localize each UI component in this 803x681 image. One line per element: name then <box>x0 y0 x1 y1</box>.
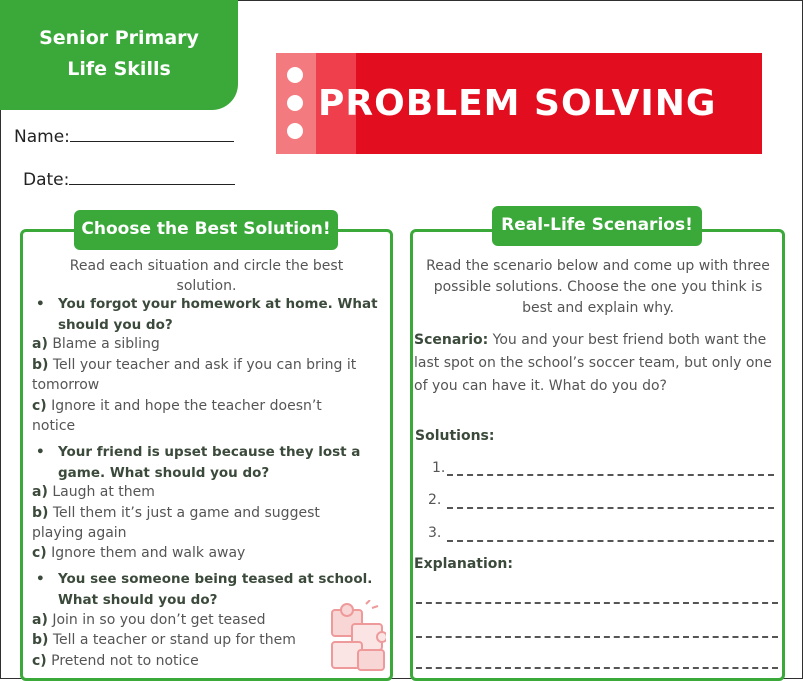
option-letter: a) <box>32 336 48 352</box>
q1-option-c[interactable] <box>32 396 362 436</box>
q3-option-b[interactable] <box>32 630 322 650</box>
q3-option-c[interactable] <box>32 651 322 671</box>
option-text: Ignore it and hope the teacher doesn’t notice <box>32 398 322 434</box>
date-line[interactable] <box>69 166 235 185</box>
question-2-text: Your friend is upset because they lost a game. What should you do? <box>58 444 361 481</box>
left-intro: Read each situation and circle the best solution. <box>69 258 344 294</box>
q2-option-a[interactable] <box>32 482 382 502</box>
q2-option-b[interactable] <box>32 503 352 543</box>
question-1-text: You forgot your homework at home. What should you do? <box>58 296 378 333</box>
option-text: Blame a sibling <box>52 336 160 352</box>
option-letter: b) <box>32 505 49 521</box>
banner-dot <box>287 67 303 83</box>
date-label: Date: <box>23 170 70 190</box>
scenario-text: You and your best friend both want the last spot on the school’s soccer team, but only one of you can have it. What do you do? <box>414 332 772 394</box>
name-field[interactable] <box>14 123 234 147</box>
option-letter: c) <box>32 653 47 669</box>
puzzle-icon <box>318 600 386 672</box>
option-letter: b) <box>32 632 49 648</box>
option-letter: a) <box>32 484 48 500</box>
option-text: Join in so you don’t get teased <box>52 612 266 628</box>
right-panel-tab: Real-Life Scenarios! <box>492 206 702 246</box>
option-letter: b) <box>32 357 49 373</box>
option-letter: c) <box>32 398 47 414</box>
page-title: PROBLEM SOLVING <box>318 83 717 124</box>
q3-option-a[interactable] <box>32 610 322 630</box>
explanation-label: Explanation: <box>414 556 513 572</box>
explanation-line-3[interactable] <box>416 667 778 669</box>
option-text: Laugh at them <box>52 484 155 500</box>
scenario <box>414 329 780 398</box>
solutions-label: Solutions: <box>415 428 495 444</box>
option-letter: c) <box>32 545 47 561</box>
q2-option-c[interactable] <box>32 543 382 563</box>
title-banner <box>276 53 762 154</box>
explanation-line-2[interactable] <box>416 636 778 638</box>
option-text: Tell your teacher and ask if you can bring it tomorrow <box>32 357 357 393</box>
subject-badge <box>0 0 238 110</box>
left-panel-tab: Choose the Best Solution! <box>74 210 338 250</box>
date-field[interactable] <box>23 166 235 190</box>
bullet-dot: • <box>36 444 45 460</box>
solution-line-3[interactable] <box>447 540 774 542</box>
option-text: Ignore them and walk away <box>51 545 246 561</box>
explanation-line-1[interactable] <box>416 602 778 604</box>
question-2 <box>36 442 376 484</box>
subject-line-2: Life Skills <box>67 58 171 80</box>
solution-line-1[interactable] <box>447 474 774 476</box>
q1-option-b[interactable] <box>32 355 382 395</box>
right-intro: Read the scenario below and come up with three possible solutions. Choose the one you think is best and explain why. <box>426 258 770 316</box>
option-text: Tell them it’s just a game and suggest playing again <box>32 505 320 541</box>
question-3-text: You see someone being teased at school. What should you do? <box>58 571 373 608</box>
option-text: Tell a teacher or stand up for them <box>52 632 296 648</box>
option-text: Pretend not to notice <box>51 653 199 669</box>
solution-number: 2. <box>428 492 442 508</box>
name-line[interactable] <box>70 123 234 142</box>
option-letter: a) <box>32 612 48 628</box>
banner-dot <box>287 123 303 139</box>
bullet-dot: • <box>36 571 45 587</box>
bullet-dot: • <box>36 296 45 312</box>
solution-number: 1. <box>432 460 446 476</box>
question-1 <box>36 294 380 336</box>
subject-line-1: Senior Primary <box>39 27 199 49</box>
scenario-label: Scenario: <box>414 332 489 348</box>
name-label: Name: <box>14 127 70 147</box>
solution-number: 3. <box>428 525 442 541</box>
solution-line-2[interactable] <box>447 507 774 509</box>
banner-dot <box>287 95 303 111</box>
q1-option-a[interactable] <box>32 334 382 354</box>
